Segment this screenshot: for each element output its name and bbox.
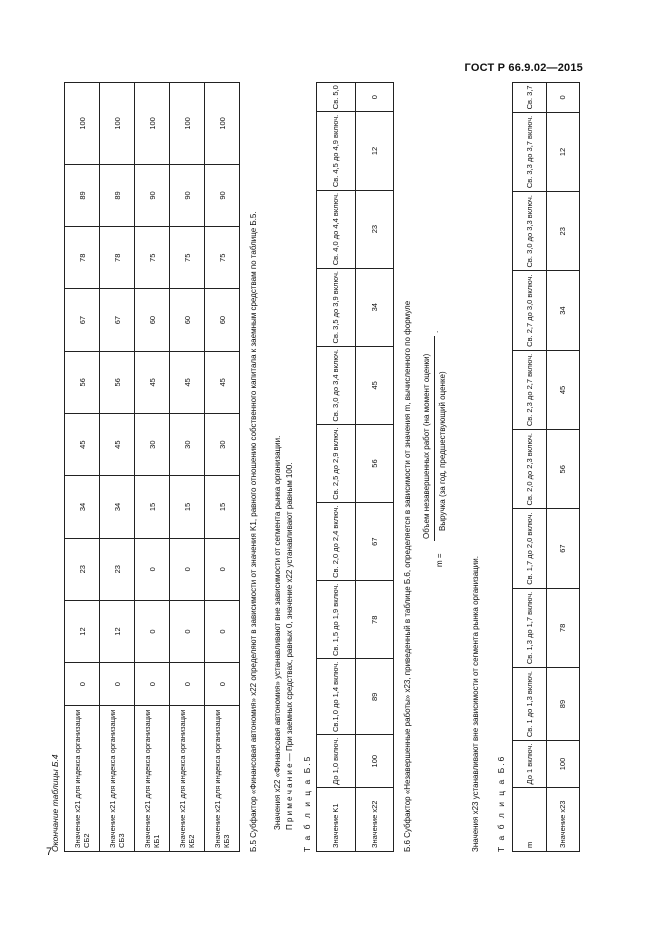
table-cell: 45 (135, 351, 170, 413)
b5-paragraph: Б.5 Субфактор «Финансовая автономия» x22 определяют в зависимости от значения K1, равного отношению собственного капитала к заемным средствам по таблице Б.5. (249, 211, 258, 852)
table-cell: 67 (355, 503, 394, 581)
table-row (135, 83, 170, 852)
table-cell: 100 (100, 83, 135, 165)
table-cell: 78 (65, 227, 100, 289)
table-cell: 100 (170, 83, 205, 165)
table-row (65, 83, 100, 852)
column-header: Св. 1,5 до 1,9 включ. (317, 581, 356, 659)
column-header: Св. 3,7 (513, 83, 547, 113)
table-cell: 89 (65, 164, 100, 226)
column-header: Св. 1 до 1,3 включ. (513, 668, 547, 741)
table-row (355, 83, 394, 852)
row-label: Значение x22 (355, 788, 394, 852)
table-b4-caption: Окончание таблицы Б.4 (50, 754, 60, 852)
table-cell: 45 (546, 350, 580, 429)
table-b6-caption: Т а б л и ц а Б.6 (496, 754, 506, 852)
table-cell: 34 (546, 271, 580, 350)
column-header: Св. 2,5 до 2,9 включ. (317, 424, 356, 502)
row-label: Значение x21 для индекса организации СБ2 (65, 706, 100, 852)
table-cell: 90 (170, 164, 205, 226)
column-header: Св. 2,3 до 2,7 включ. (513, 350, 547, 429)
page-number: 7 (46, 846, 53, 858)
table-cell: 78 (546, 588, 580, 667)
table-cell: 0 (170, 600, 205, 662)
table-cell: 78 (100, 227, 135, 289)
table-b5 (316, 82, 394, 852)
row-label: Значение x23 (546, 788, 580, 852)
table-cell: 56 (546, 430, 580, 509)
b5-note: П р и м е ч а н и е — При заемных средствах, равных 0, значение x22 устанавливают равным 100. (285, 462, 294, 830)
table-cell: 0 (170, 538, 205, 600)
table-cell: 45 (205, 351, 240, 413)
row-label: Значение x21 для индекса организации КБ1 (135, 706, 170, 852)
table-cell: 12 (65, 600, 100, 662)
column-header: Св. 3,0 до 3,3 включ. (513, 192, 547, 271)
column-header: Св. 2,0 до 2,4 включ. (317, 503, 356, 581)
table-cell: 30 (205, 414, 240, 476)
table-row (100, 83, 135, 852)
column-header: До 1,0 включ. (317, 735, 356, 788)
column-header: Св.1,0 до 1,4 включ. (317, 659, 356, 735)
table-cell: 100 (135, 83, 170, 165)
table-cell: 0 (135, 663, 170, 706)
row-label: Значение x21 для индекса организации КБ3 (205, 706, 240, 852)
table-cell: 30 (170, 414, 205, 476)
column-header: Св. 1,3 до 1,7 включ. (513, 588, 547, 667)
table-header-row (513, 83, 547, 852)
table-cell: 12 (100, 600, 135, 662)
table-cell: 100 (205, 83, 240, 165)
table-row (205, 83, 240, 852)
table-cell: 100 (355, 735, 394, 788)
formula-numerator: Объем незавершенных работ (на момент оценки) (422, 353, 431, 539)
header-label: Значение K1 (317, 788, 356, 852)
row-label: Значение x21 для индекса организации КБ2 (170, 706, 205, 852)
table-cell: 60 (170, 289, 205, 351)
table-cell: 67 (546, 509, 580, 588)
table-cell: 34 (100, 476, 135, 538)
column-header: Св. 3,5 до 3,9 включ. (317, 268, 356, 346)
table-cell: 100 (546, 741, 580, 788)
b6-paragraph-2: Значения x23 устанавливают вне зависимости от сегмента рынка организации. (471, 556, 480, 852)
table-cell: 75 (205, 227, 240, 289)
table-cell: 34 (65, 476, 100, 538)
table-cell: 60 (205, 289, 240, 351)
table-cell: 30 (135, 414, 170, 476)
table-cell: 45 (170, 351, 205, 413)
table-row (546, 83, 580, 852)
table-cell: 90 (205, 164, 240, 226)
table-cell: 60 (135, 289, 170, 351)
table-cell: 45 (355, 346, 394, 424)
table-cell: 15 (170, 476, 205, 538)
table-cell: 90 (135, 164, 170, 226)
column-header: Св. 3,3 до 3,7 включ. (513, 112, 547, 191)
table-cell: 67 (65, 289, 100, 351)
table-cell: 12 (546, 112, 580, 191)
column-header: Св. 2,7 до 3,0 включ. (513, 271, 547, 350)
table-b5-caption: Т а б л и ц а Б.5 (302, 754, 312, 852)
table-header-row (317, 83, 356, 852)
fraction-bar (434, 336, 435, 541)
column-header: Св. 4,5 до 4,9 включ. (317, 112, 356, 190)
column-header: Св. 2,0 до 2,3 включ. (513, 430, 547, 509)
formula-end: . (431, 330, 440, 333)
table-cell: 23 (65, 538, 100, 600)
table-cell: 12 (355, 112, 394, 190)
column-header: Св. 3,0 до 3,4 включ. (317, 346, 356, 424)
table-cell: 89 (546, 668, 580, 741)
column-header: Св. 5,0 (317, 83, 356, 112)
b5-paragraph-2: Значения x22 «Финансовая автономия» устанавливают вне зависимости от сегмента рынка организации. (273, 435, 282, 830)
table-cell: 75 (135, 227, 170, 289)
table-cell: 56 (65, 351, 100, 413)
formula-lhs: m = (435, 553, 444, 567)
table-cell: 0 (205, 600, 240, 662)
table-cell: 15 (135, 476, 170, 538)
table-cell: 56 (100, 351, 135, 413)
table-cell: 78 (355, 581, 394, 659)
standard-header: ГОСТ Р 66.9.02—2015 (464, 62, 583, 74)
formula-denominator: Выручка (за год, предшествующий оценке) (438, 371, 447, 531)
table-cell: 23 (100, 538, 135, 600)
b6-paragraph: Б.6 Субфактор «Незавершенные работы» x23, приведенный в таблице Б.6, определяется в зависимости от значения m, вычисленного по формуле (403, 300, 412, 852)
table-cell: 0 (355, 83, 394, 112)
header-label: m (513, 788, 547, 852)
table-cell: 56 (355, 424, 394, 502)
table-cell: 0 (205, 538, 240, 600)
rotated-page-content (44, 82, 604, 852)
table-b4 (64, 82, 240, 852)
table-cell: 0 (135, 600, 170, 662)
column-header: Св. 4,0 до 4,4 включ. (317, 190, 356, 268)
formula-m (422, 267, 462, 567)
table-cell: 45 (100, 414, 135, 476)
table-cell: 0 (135, 538, 170, 600)
table-cell: 23 (355, 190, 394, 268)
table-cell: 0 (205, 663, 240, 706)
table-cell: 0 (65, 663, 100, 706)
table-cell: 0 (546, 83, 580, 113)
table-cell: 0 (170, 663, 205, 706)
column-header: До 1 включ. (513, 741, 547, 788)
table-cell: 89 (355, 659, 394, 735)
table-cell: 67 (100, 289, 135, 351)
table-row (170, 83, 205, 852)
table-cell: 100 (65, 83, 100, 165)
table-cell: 45 (65, 414, 100, 476)
table-cell: 15 (205, 476, 240, 538)
table-cell: 23 (546, 192, 580, 271)
table-cell: 89 (100, 164, 135, 226)
table-cell: 0 (100, 663, 135, 706)
table-cell: 75 (170, 227, 205, 289)
row-label: Значение x21 для индекса организации СБ3 (100, 706, 135, 852)
table-cell: 34 (355, 268, 394, 346)
column-header: Св. 1,7 до 2,0 включ. (513, 509, 547, 588)
table-b6 (512, 82, 580, 852)
